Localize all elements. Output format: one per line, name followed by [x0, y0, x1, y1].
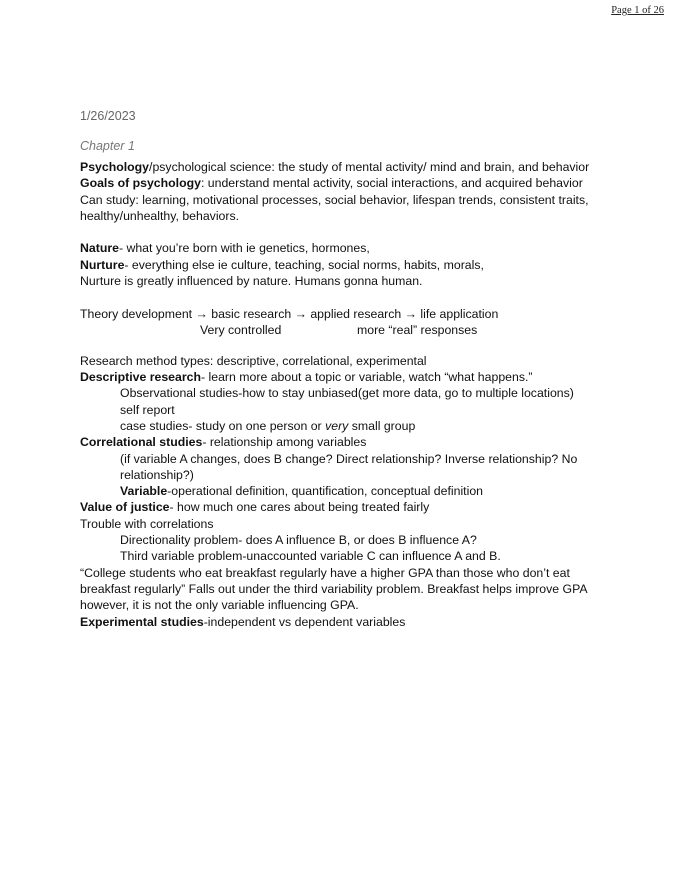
line-justice [80, 499, 620, 515]
term: Variable [120, 484, 168, 499]
definition: : understand mental activity, social interactions, and acquired behavior [200, 176, 583, 191]
line-goals [80, 175, 620, 191]
very-controlled: Very controlled [200, 322, 282, 337]
line-directionality: Directionality problem- does A influence B, or does B influence A? [120, 533, 477, 548]
line-theory: Theory development → basic research → applied research → life application [80, 306, 499, 321]
term: Nature [80, 241, 119, 256]
line-nature [80, 240, 620, 256]
line-observational: Observational studies-how to stay unbiased(get more data, go to multiple locations) [120, 386, 574, 401]
line-research-types: Research method types: descriptive, correlational, experimental [80, 353, 427, 368]
term: Psychology [80, 160, 150, 174]
line-self-report: self report [120, 402, 175, 417]
text: case studies- study on one person or [120, 418, 326, 433]
definition: -independent vs dependent variables [203, 614, 406, 629]
line-nurture [80, 257, 620, 273]
definition: - relationship among variables [202, 435, 367, 450]
line-variable [80, 483, 620, 499]
term: Descriptive research [80, 370, 201, 385]
term: Goals of psychology [80, 176, 201, 191]
line-can-study: Can study: learning, motivational processes, social behavior, lifespan trends, consistent traits, healthy/unhealthy, behaviors. [80, 192, 589, 223]
line-correlational [80, 434, 620, 450]
line-trouble: Trouble with correlations [80, 516, 214, 531]
page-number: Page 1 of 26 [611, 5, 664, 16]
line-case-studies [80, 418, 620, 434]
definition: /psychological science: the study of mental activity/ mind and brain, and behavior [149, 160, 590, 174]
term: Value of justice [80, 500, 170, 515]
definition: - learn more about a topic or variable, watch “what happens.” [201, 370, 533, 385]
note-body [80, 159, 620, 630]
line-descriptive [80, 369, 620, 385]
more-real-responses: more “real” responses [357, 322, 478, 337]
definition: - everything else ie culture, teaching, social norms, habits, morals, [124, 257, 484, 272]
line-psychology [80, 159, 620, 175]
line-breakfast: “College students who eat breakfast regularly have a higher GPA than those who don’t eat breakfast regularly” Falls out under the third variability problem. Breakfast helps improve GPA however, it is not the only variable influencing GPA. [80, 565, 587, 613]
definition: - what you’re born with ie genetics, hormones, [118, 241, 370, 256]
line-third-variable: Third variable problem-unaccounted variable C can influence A and B. [120, 549, 501, 564]
note-date: 1/26/2023 [80, 109, 136, 123]
definition: - how much one cares about being treated fairly [169, 500, 430, 515]
line-experimental [80, 614, 620, 630]
line-if-variable: (if variable A changes, does B change? Direct relationship? Inverse relationship? No relationship?) [120, 451, 578, 482]
term: Experimental studies [80, 614, 204, 629]
emphasis: very [325, 418, 349, 433]
line-nurture-note: Nurture is greatly influenced by nature. Humans gonna human. [80, 274, 423, 289]
line-theory-notes [80, 322, 620, 338]
chapter-heading: Chapter 1 [80, 139, 135, 153]
term: Nurture [80, 257, 125, 272]
definition: -operational definition, quantification, conceptual definition [167, 484, 484, 499]
term: Correlational studies [80, 435, 203, 450]
text: small group [348, 418, 416, 433]
